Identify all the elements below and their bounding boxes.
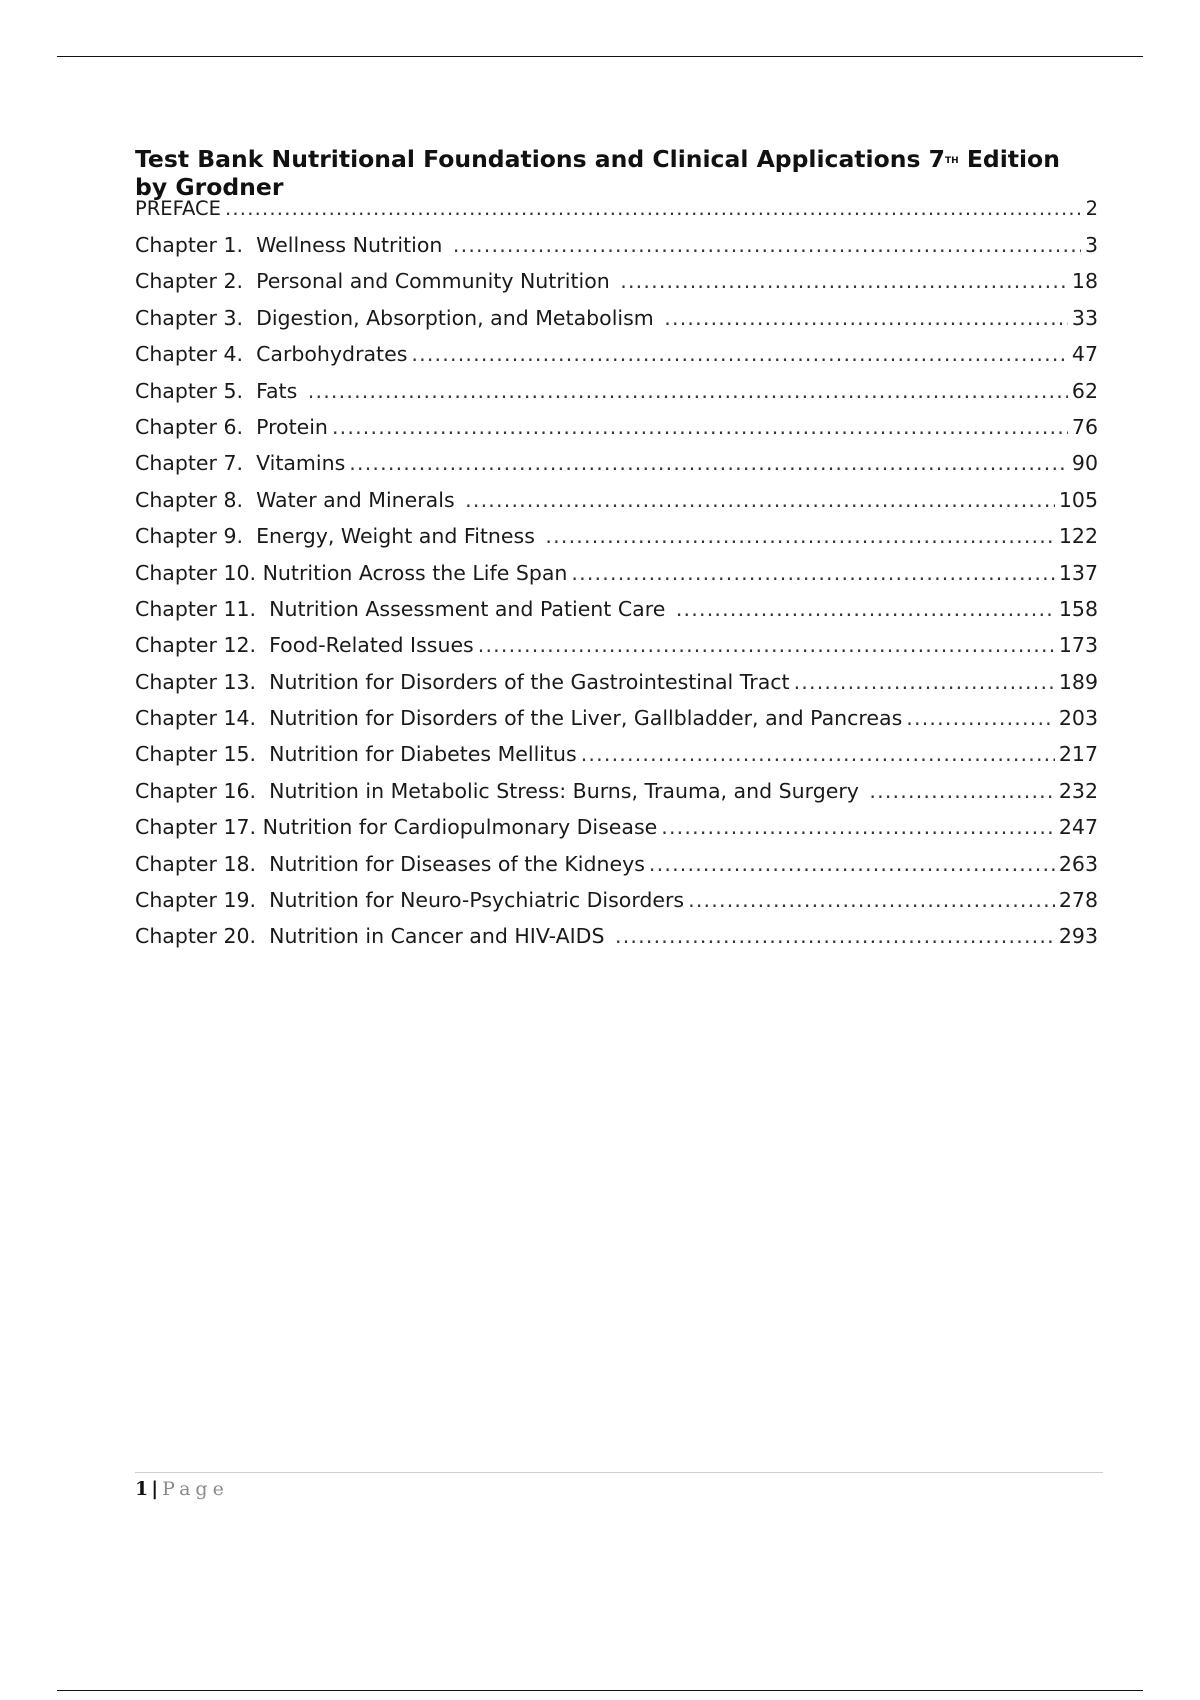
toc-entry-label: Chapter 8. Water and Minerals (135, 487, 462, 512)
toc-entry-label: Chapter 7. Vitamins (135, 451, 346, 476)
toc-entry-chapter-8[interactable] (135, 488, 1098, 524)
toc-entry-chapter-18[interactable] (135, 852, 1098, 888)
toc-page-number: 247 (1058, 815, 1098, 840)
toc-dot-leader (664, 306, 1068, 330)
toc-dot-leader (869, 779, 1054, 803)
footer-page-word: Page (162, 1478, 229, 1500)
table-of-contents (135, 197, 1098, 961)
toc-entry-label: Chapter 5. Fats (135, 378, 304, 403)
toc-page-number: 217 (1058, 742, 1098, 767)
toc-dot-leader (615, 924, 1055, 948)
toc-entry-chapter-4[interactable] (135, 342, 1098, 378)
toc-dot-leader (649, 852, 1055, 876)
toc-page-number: 173 (1058, 633, 1098, 658)
toc-entry-label: Chapter 12. Food-Related Issues (135, 633, 474, 658)
document-title (135, 145, 1095, 201)
toc-dot-leader (411, 342, 1068, 366)
toc-entry-label: Chapter 3. Digestion, Absorption, and Metabolism (135, 305, 661, 330)
toc-page-number: 76 (1071, 414, 1098, 439)
toc-page-number: 232 (1058, 778, 1098, 803)
toc-entry-chapter-13[interactable] (135, 670, 1098, 706)
toc-page-number: 203 (1058, 706, 1098, 731)
toc-entry-chapter-11[interactable] (135, 597, 1098, 633)
toc-page-number: 122 (1058, 524, 1098, 549)
toc-page-number: 18 (1071, 269, 1098, 294)
toc-entry-label: PREFACE (135, 197, 221, 220)
toc-entry-label: Chapter 14. Nutrition for Disorders of the Liver, Gallbladder, and Pancreas (135, 706, 903, 731)
toc-entry-label: Chapter 4. Carbohydrates (135, 342, 408, 367)
toc-page-number: 137 (1058, 560, 1098, 585)
toc-dot-leader (661, 815, 1055, 839)
toc-entry-label: Chapter 16. Nutrition in Metabolic Stress: Burns, Trauma, and Surgery (135, 778, 866, 803)
toc-dot-leader (545, 524, 1054, 548)
bottom-rule (57, 1690, 1143, 1691)
toc-dot-leader (478, 633, 1055, 657)
title-main: Test Bank Nutritional Foundations and Clinical Applications 7 (135, 145, 945, 173)
toc-page-number: 293 (1058, 924, 1098, 949)
toc-dot-leader (332, 415, 1068, 439)
title-superscript: TH (944, 156, 959, 166)
title-tail: Edition by Grodner (135, 145, 1060, 201)
toc-entry-chapter-20[interactable] (135, 924, 1098, 960)
toc-dot-leader (688, 888, 1055, 912)
toc-page-number: 90 (1071, 451, 1098, 476)
toc-page-number: 189 (1058, 669, 1098, 694)
toc-entry-label: Chapter 10. Nutrition Across the Life Span (135, 560, 568, 585)
top-rule (57, 56, 1143, 57)
toc-page-number: 158 (1058, 596, 1098, 621)
toc-dot-leader (465, 488, 1055, 512)
toc-entry-chapter-6[interactable] (135, 415, 1098, 451)
toc-dot-leader (620, 269, 1068, 293)
toc-dot-leader (571, 561, 1054, 585)
toc-entry-label: Chapter 15. Nutrition for Diabetes Mellitus (135, 742, 577, 767)
toc-dot-leader (581, 742, 1055, 766)
toc-entry-chapter-3[interactable] (135, 306, 1098, 342)
toc-entry-label: Chapter 2. Personal and Community Nutrition (135, 269, 617, 294)
footer-page-number: 1 (135, 1478, 149, 1500)
toc-entry-preface[interactable] (135, 197, 1098, 233)
toc-entry-label: Chapter 11. Nutrition Assessment and Patient Care (135, 596, 672, 621)
toc-dot-leader (906, 706, 1055, 730)
toc-entry-label: Chapter 6. Protein (135, 414, 328, 439)
toc-entry-chapter-9[interactable] (135, 524, 1098, 560)
toc-page-number: 62 (1071, 378, 1098, 403)
toc-dot-leader (308, 379, 1068, 403)
footer-separator: | (151, 1478, 159, 1500)
toc-page-number: 2 (1085, 197, 1098, 220)
page-footer (135, 1478, 229, 1500)
toc-dot-leader (349, 451, 1068, 475)
toc-entry-label: Chapter 1. Wellness Nutrition (135, 233, 449, 257)
footer-divider (135, 1472, 1103, 1473)
toc-entry-chapter-1[interactable] (135, 233, 1098, 269)
toc-dot-leader (225, 197, 1082, 220)
toc-entry-chapter-17[interactable] (135, 815, 1098, 851)
toc-page-number: 3 (1084, 233, 1098, 257)
toc-entry-chapter-15[interactable] (135, 742, 1098, 778)
toc-entry-chapter-19[interactable] (135, 888, 1098, 924)
toc-dot-leader (453, 233, 1081, 257)
toc-entry-label: Chapter 17. Nutrition for Cardiopulmonary Disease (135, 815, 658, 840)
toc-entry-chapter-5[interactable] (135, 379, 1098, 415)
toc-entry-chapter-12[interactable] (135, 633, 1098, 669)
toc-dot-leader (794, 670, 1055, 694)
toc-entry-label: Chapter 19. Nutrition for Neuro-Psychiatric Disorders (135, 888, 685, 913)
toc-entry-label: Chapter 13. Nutrition for Disorders of the Gastrointestinal Tract (135, 669, 790, 694)
toc-entry-chapter-2[interactable] (135, 269, 1098, 305)
toc-entry-chapter-14[interactable] (135, 706, 1098, 742)
toc-entry-chapter-16[interactable] (135, 779, 1098, 815)
toc-page-number: 47 (1071, 342, 1098, 367)
toc-entry-chapter-7[interactable] (135, 451, 1098, 487)
toc-dot-leader (676, 597, 1055, 621)
toc-entry-label: Chapter 20. Nutrition in Cancer and HIV-AIDS (135, 924, 611, 949)
toc-page-number: 278 (1058, 888, 1098, 913)
toc-page-number: 33 (1071, 305, 1098, 330)
toc-page-number: 263 (1058, 851, 1098, 876)
toc-entry-label: Chapter 9. Energy, Weight and Fitness (135, 524, 542, 549)
toc-entry-label: Chapter 18. Nutrition for Diseases of the Kidneys (135, 851, 645, 876)
toc-entry-chapter-10[interactable] (135, 561, 1098, 597)
toc-page-number: 105 (1058, 487, 1098, 512)
